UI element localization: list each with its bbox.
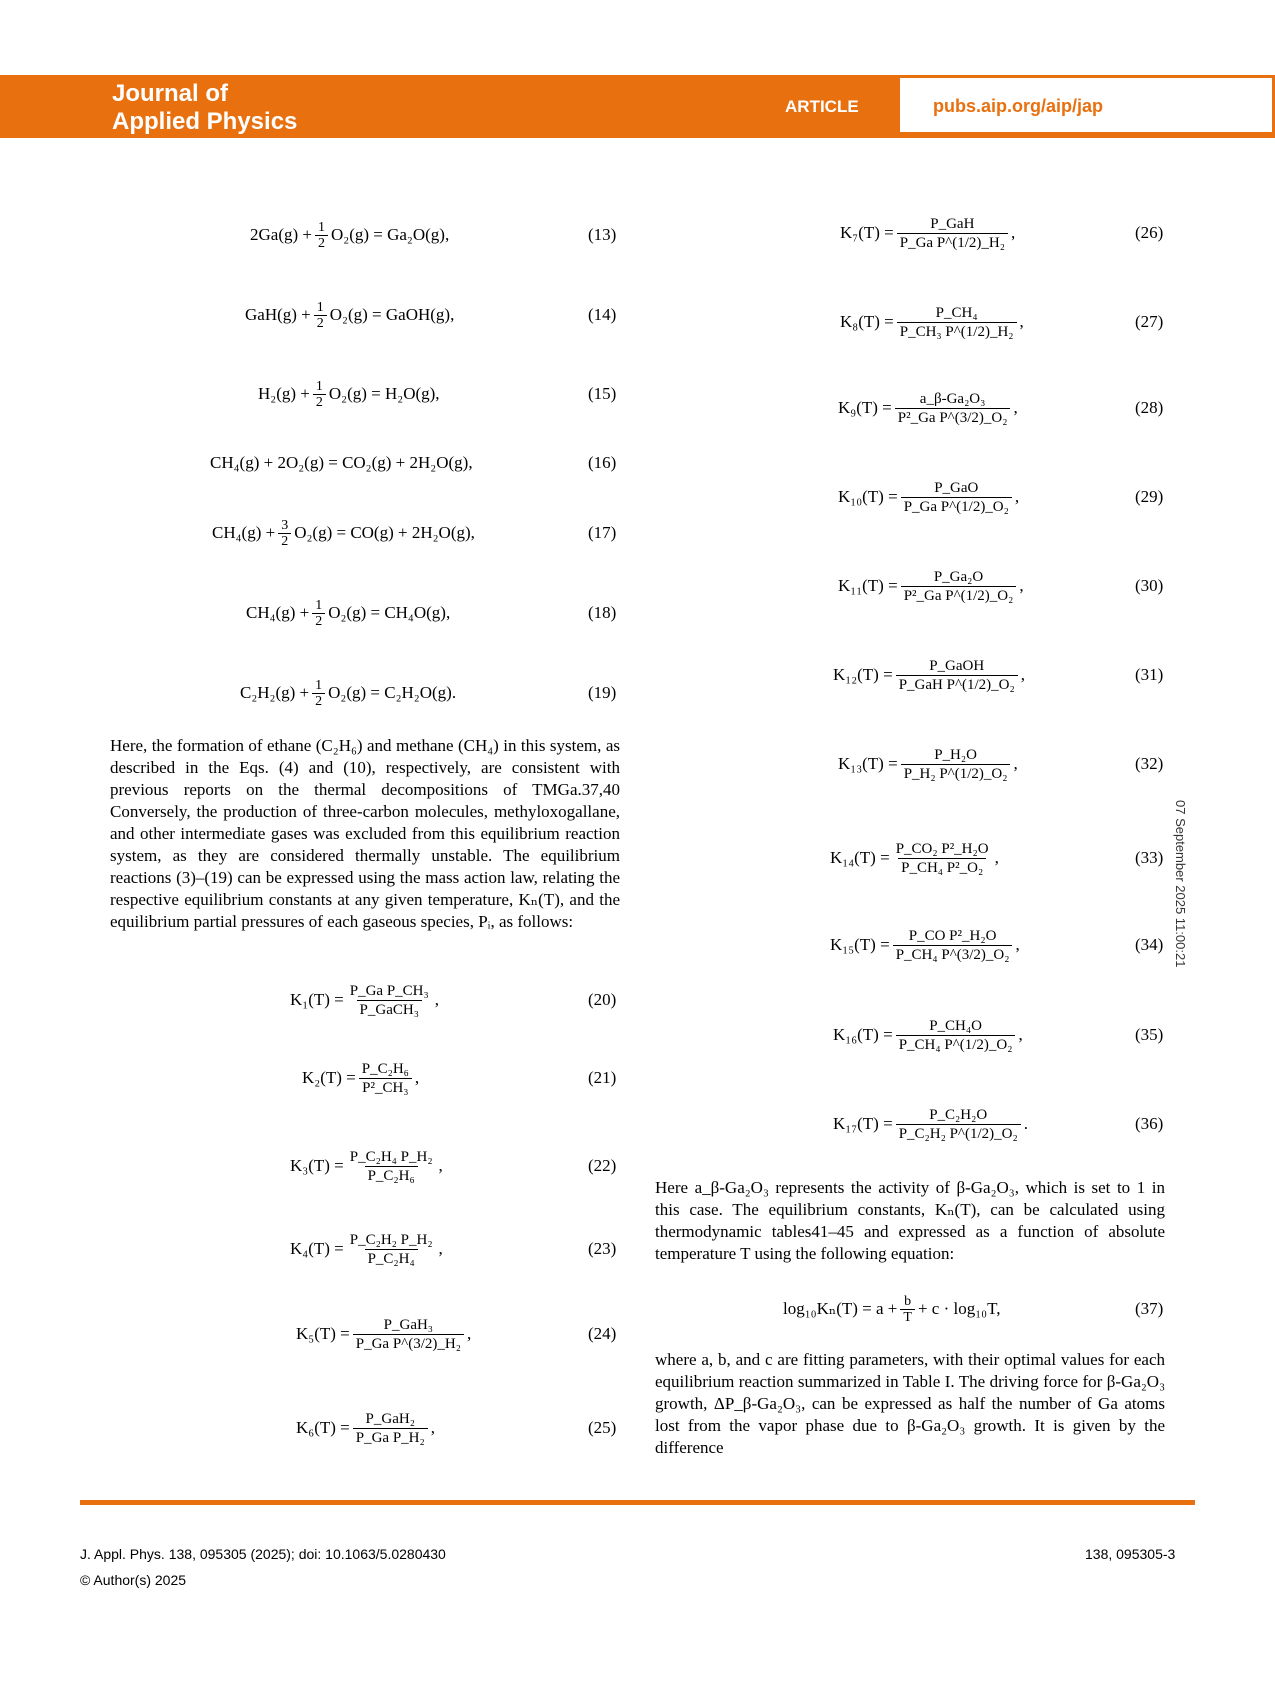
equation-32: K₁₃(T) = $\frac{\text{P\_H₂O}}{\text{P\_H₂ P\textasciicircum{}(1/2)\_O₂}}$ , (32)	[838, 746, 1164, 782]
equation-31: K₁₂(T) = $\frac{\text{P\_GaOH}}{\text{P\_GaH P\textasciicircum{}(1/2)\_O₂}}$ , (31)	[833, 657, 1164, 693]
equation-23: K₄(T) = $\frac{\text{P\_C₂H₂ P\_H₂}}{\text{P\_C₂H₄}}$ , (23)	[290, 1231, 617, 1267]
journal-title: Journal of Applied Physics	[112, 80, 298, 135]
body-paragraph: Here a_β-Ga₂O₃ represents the activity of β-Ga₂O₃, which is set to 1 in this case. The equilibrium constants, Kₙ(T), can be calculated using thermodynamic tables41–45 and expressed as a function of absolute temperature T using the following equation:	[655, 1178, 1165, 1263]
journal-url-box[interactable]	[900, 78, 1272, 132]
equation-number: (19)	[588, 683, 617, 702]
equation-17: CH₄(g) + $\frac{3}{2}$ O₂(g) = CO(g) + 2H₂O(g), (17)	[110, 503, 620, 563]
equation-29: K₁₀(T) = $\frac{\text{P\_GaO}}{\text{P\_Ga P\textasciicircum{}(1/2)\_O₂}}$ , (29)	[838, 479, 1164, 515]
equation-15: H₂(g) + $\frac{1}{2}$ O₂(g) = H₂O(g), (15)	[110, 364, 620, 424]
equation-20: K₁(T) = $\frac{\text{P\_Ga P\_CH₃}}{\text{P\_GaCH₃}}$ , (20)	[290, 982, 617, 1018]
equation-30: K₁₁(T) = $\frac{\text{P\_Ga₂O}}{\text{P²\_Ga P\textasciicircum{}(1/2)\_O₂}}$ , (30)	[838, 568, 1164, 604]
equation-number: (17)	[588, 523, 617, 542]
equation-16: CH₄(g) + 2O₂(g) = CO₂(g) + 2H₂O(g), (16)	[110, 433, 620, 493]
equation-24: K₅(T) = $\frac{\text{P\_GaH₃}}{\text{P\_Ga P\textasciicircum{}(3/2)\_H₂}}$ , (24)	[296, 1316, 617, 1352]
body-paragraph: Here, the formation of ethane (C₂H₆) and methane (CH₄) in this system, as described in the Eqs. (4) and (10), respectively, are consistent with previous reports on the thermal decompositions of TMGa.37,40 Conversely, the production of three-carbon molecules, methyloxogallane, and other intermediate gases was excluded from this equilibrium reaction system, as they are considered thermally unstable. The equilibrium reactions (3)–(19) can be expressed using the mass action law, relating the respective equilibrium constants at any given temperature, Kₙ(T), and the equilibrium partial pressures of each gaseous species, Pᵢ, as follows:	[110, 736, 620, 931]
equation-number: (13)	[588, 225, 617, 244]
equation-22: K₃(T) = $\frac{\text{P\_C₂H₄ P\_H₂}}{\text{P\_C₂H₆}}$ , (22)	[290, 1148, 617, 1184]
equation-35: K₁₆(T) = $\frac{\text{P\_CH₄O}}{\text{P\_CH₄ P\textasciicircum{}(1/2)\_O₂}}$ , (35)	[833, 1017, 1164, 1053]
equation-number: (16)	[588, 453, 617, 472]
equation-33: K₁₄(T) = $\frac{\text{P\_CO₂ P²\_H₂O}}{\text{P\_CH₄ P²\_O₂}}$ , (33)	[830, 840, 1164, 876]
equation-number: (18)	[588, 603, 617, 622]
equation-18: CH₄(g) + $\frac{1}{2}$ O₂(g) = CH₄O(g), (18)	[110, 583, 620, 643]
journal-url-link[interactable]: pubs.aip.org/aip/jap	[933, 96, 1104, 116]
footer-rule	[80, 1500, 1195, 1505]
equation-34: K₁₅(T) = $\frac{\text{P\_CO P²\_H₂O}}{\text{P\_CH₄ P\textasciicircum{}(3/2)\_O₂}}$ , (34)	[830, 927, 1164, 963]
equation-number: (15)	[588, 384, 617, 403]
equation-36: K₁₇(T) = $\frac{\text{P\_C₂H₂O}}{\text{P\_C₂H₂ P\textasciicircum{}(1/2)\_O₂}}$ . (36)	[833, 1106, 1164, 1142]
journal-header	[0, 75, 1275, 138]
equation-28: K₉(T) = $\frac{\text{a\_β-Ga₂O₃}}{\text{P²\_Ga P\textasciicircum{}(3/2)\_O₂}}$ , (28)	[838, 390, 1164, 426]
footer-page-number: 138, 095305-3	[1085, 1546, 1176, 1562]
equation-27: K₈(T) = $\frac{\text{P\_CH₄}}{\text{P\_CH₃ P\textasciicircum{}(1/2)\_H₂}}$ , (27)	[840, 304, 1164, 340]
equation-26: K₇(T) = $\frac{\text{P\_GaH}}{\text{P\_Ga P\textasciicircum{}(1/2)\_H₂}}$ , (26)	[840, 215, 1164, 251]
footer-citation: J. Appl. Phys. 138, 095305 (2025); doi: 10.1063/5.0280430	[80, 1546, 446, 1562]
equation-25: K₆(T) = $\frac{\text{P\_GaH₂}}{\text{P\_Ga P\_H₂}}$ , (25)	[296, 1410, 617, 1446]
equation-37: log₁₀Kₙ(T) = a + $\frac{b}{T}$ + c · log₁₀T, (37)	[783, 1293, 1164, 1325]
equation-14: GaH(g) + $\frac{1}{2}$ O₂(g) = GaOH(g), (14)	[110, 285, 620, 345]
download-timestamp: 07 September 2025 11:00:21	[1173, 800, 1188, 968]
article-label: ARTICLE	[785, 97, 859, 116]
body-paragraph: where a, b, and c are fitting parameters, with their optimal values for each equilibrium reaction summarized in Table I. The driving force for β-Ga₂O₃ growth, ΔP_β-Ga₂O₃, can be expressed as half the number of Ga atoms lost from the vapor phase due to β-Ga₂O₃ growth. It is given by the difference	[655, 1350, 1165, 1457]
equation-13: 2Ga(g) + $\frac{1}{2}$ O₂(g) = Ga₂O(g), (13)	[110, 205, 620, 265]
equation-19: C₂H₂(g) + $\frac{1}{2}$ O₂(g) = C₂H₂O(g). (19)	[110, 663, 620, 723]
equation-21: K₂(T) = $\frac{\text{P\_C₂H₆}}{\text{P²\_CH₃}}$ , (21)	[302, 1060, 617, 1096]
equation-number: (14)	[588, 305, 617, 324]
footer-copyright: © Author(s) 2025	[80, 1572, 187, 1588]
